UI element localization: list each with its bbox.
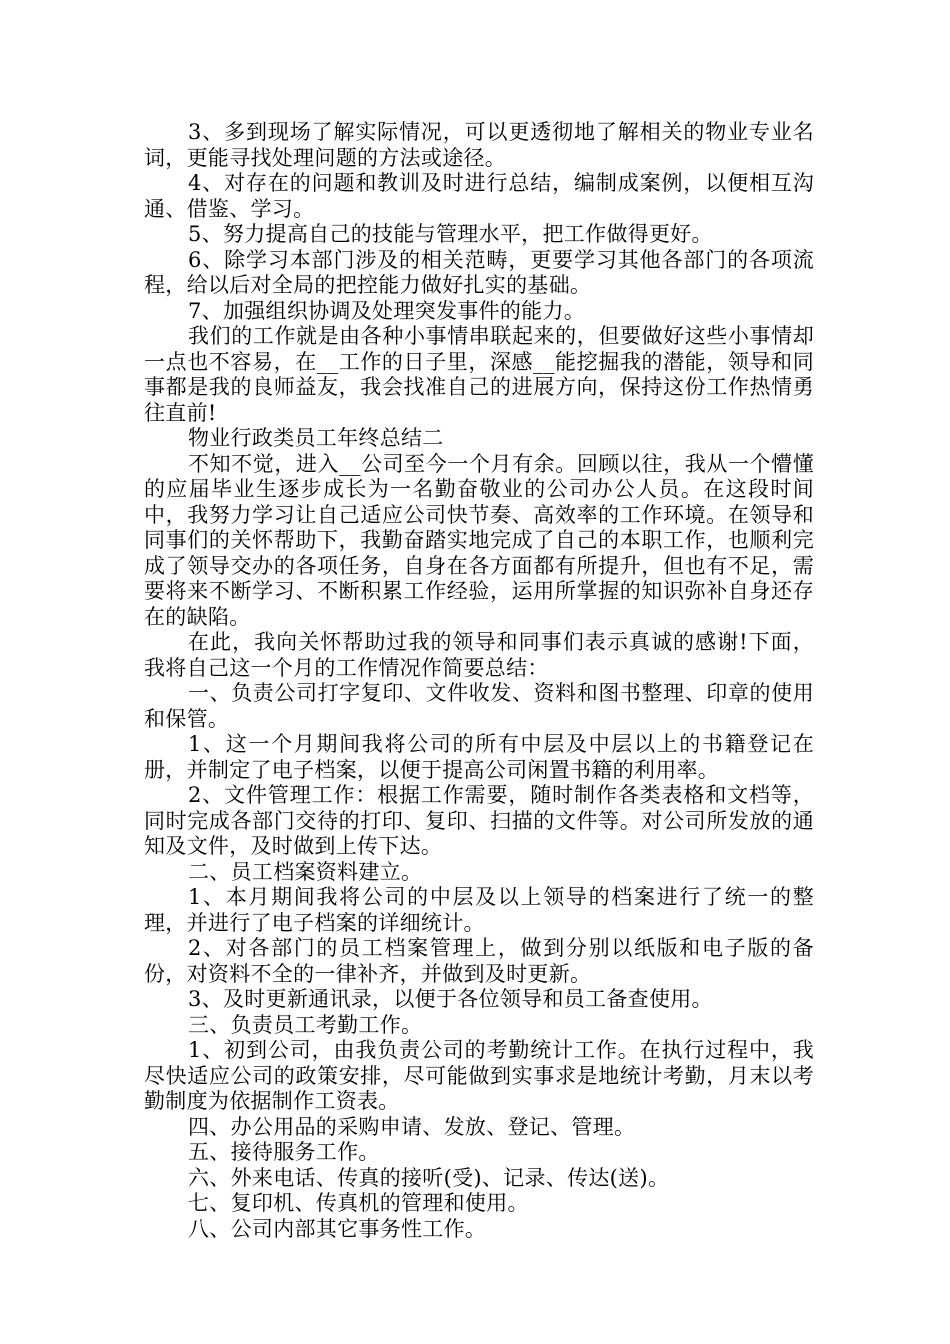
paragraph: 3、多到现场了解实际情况，可以更透彻地了解相关的物业专业名词，更能寻找处理问题的方法或途径。 xyxy=(144,120,814,170)
paragraph: 2、文件管理工作：根据工作需要，随时制作各类表格和文档等，同时完成各部门交待的打印、复印、扫描的文件等。对公司所发放的通知及文件，及时做到上传下达。 xyxy=(144,783,814,858)
paragraph: 6、除学习本部门涉及的相关范畴，更要学习其他各部门的各项流程，给以后对全局的把控能力做好扎实的基础。 xyxy=(144,247,814,297)
paragraph: 七、复印机、传真机的管理和使用。 xyxy=(188,1191,529,1215)
paragraph: 3、及时更新通讯录，以便于各位领导和员工备查使用。 xyxy=(188,987,713,1011)
paragraph: 四、办公用品的采购申请、发放、登记、管理。 xyxy=(188,1114,636,1139)
paragraph: 7、加强组织协调及处理突发事件的能力。 xyxy=(188,298,586,323)
section-heading: 物业行政类员工年终总结二 xyxy=(188,426,444,450)
paragraph: 二、员工档案资料建立。 xyxy=(188,859,423,884)
paragraph: 五、接待服务工作。 xyxy=(188,1140,380,1164)
paragraph: 1、这一个月期间我将公司的所有中层及中层以上的书籍登记在册，并制定了电子档案，以便于提高公司闲置书籍的利用率。 xyxy=(144,732,814,782)
paragraph: 在此，我向关怀帮助过我的领导和同事们表示真诚的感谢!下面，我将自己这一个月的工作情况作简要总结： xyxy=(144,630,814,680)
paragraph: 一、负责公司打字复印、文件收发、资料和图书整理、印章的使用和保管。 xyxy=(144,681,814,731)
paragraph: 1、初到公司，由我负责公司的考勤统计工作。在执行过程中，我尽快适应公司的政策安排，尽可能做到实事求是地统计考勤，月末以考勤制度为依据制作工资表。 xyxy=(144,1038,814,1113)
paragraph: 六、外来电话、传真的接听(受)、记录、传达(送)。 xyxy=(188,1165,670,1190)
paragraph: 4、对存在的问题和教训及时进行总结，编制成案例，以便相互沟通、借鉴、学习。 xyxy=(144,171,814,221)
paragraph: 八、公司内部其它事务性工作。 xyxy=(188,1216,487,1241)
paragraph: 1、本月期间我将公司的中层及以上领导的档案进行了统一的整理，并进行了电子档案的详细统计。 xyxy=(144,885,814,935)
paragraph: 不知不觉，进入__公司至今一个月有余。回顾以往，我从一个懵懂的应届毕业生逐步成长为一名勤奋敬业的公司办公人员。在这段时间中，我努力学习让自己适应公司快节奏、高效率的工作环境。在领导和同事们的关怀帮助下，我勤奋踏实地完成了自己的本职工作，也顺利完成了领导交办的各项任务，自身在各方面都有所提升，但也有不足，需要将来不断学习、不断积累工作经验，运用所掌握的知识弥补自身还存在的缺陷。 xyxy=(144,451,814,629)
paragraph: 我们的工作就是由各种小事情串联起来的，但要做好这些小事情却一点也不容易，在__工作的日子里，深感__能挖掘我的潜能，领导和同事都是我的良师益友，我会找准自己的进展方向，保持这份工作热情勇往直前! xyxy=(144,324,814,425)
document-body xyxy=(144,120,814,1242)
paragraph: 5、努力提高自己的技能与管理水平，把工作做得更好。 xyxy=(188,222,713,246)
paragraph: 三、负责员工考勤工作。 xyxy=(188,1012,423,1037)
paragraph: 2、对各部门的员工档案管理上，做到分别以纸版和电子版的备份，对资料不全的一律补齐，并做到及时更新。 xyxy=(144,936,814,986)
